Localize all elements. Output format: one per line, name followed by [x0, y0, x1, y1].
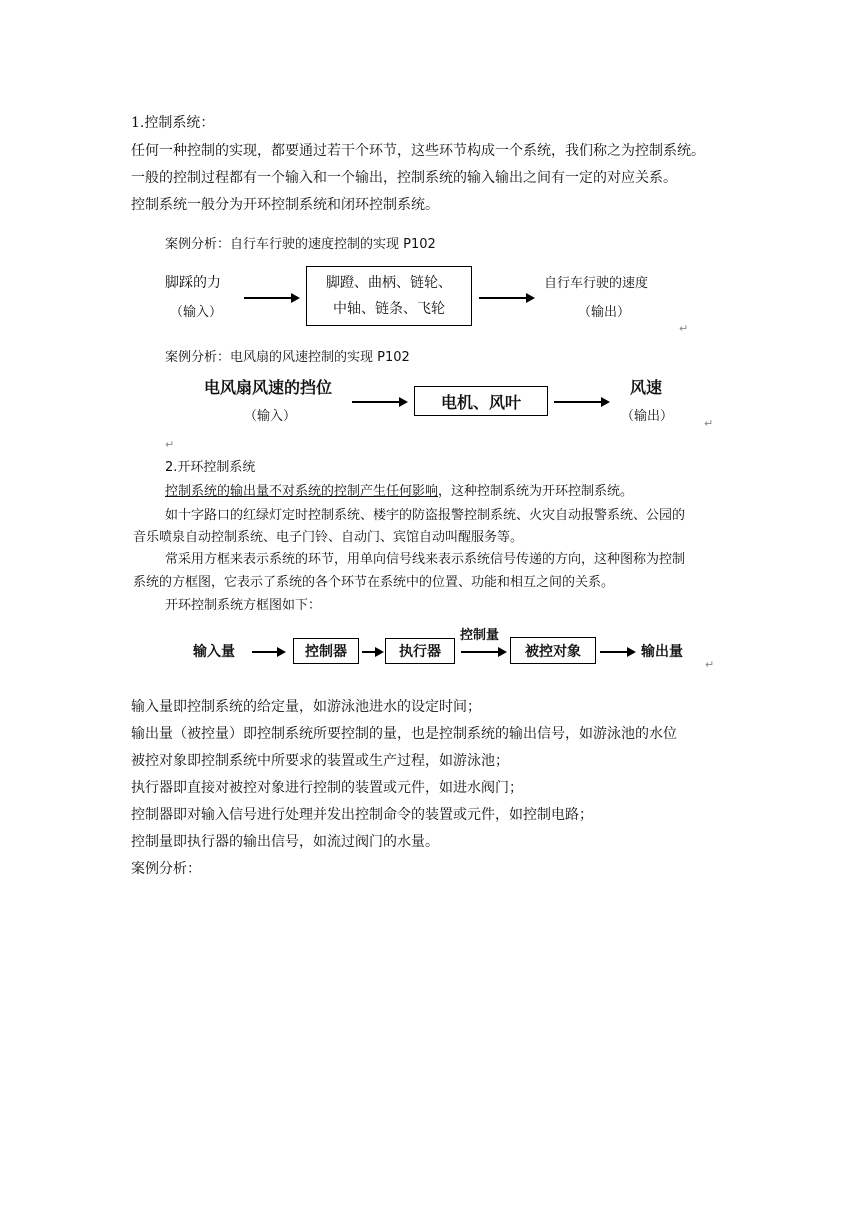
case-analysis-heading: 案例分析： [131, 861, 201, 877]
section2-para1-underlined: 控制系统的输出量不对系统的控制产生任何影响 [165, 484, 439, 499]
case1-arrow-2 [479, 297, 533, 299]
section2-heading: 2.开环控制系统 [165, 460, 256, 475]
bd-arrow-4 [600, 651, 634, 653]
case1-box-line1: 脚蹬、曲柄、链轮、 [326, 275, 452, 291]
case2-arrow-1 [352, 401, 406, 403]
definition-output: 输出量（被控量）即控制系统所要控制的量，也是控制系统的输出信号，如游泳池的水位 [131, 726, 677, 742]
bd-input-label: 输入量 [193, 644, 235, 660]
case1-arrow-1 [244, 297, 298, 299]
bd-controller-label: 控制器 [305, 644, 347, 660]
case1-box-line2: 中轴、链条、飞轮 [333, 301, 445, 317]
case1-input-note: （输入） [170, 305, 223, 320]
case2-title: 案例分析：电风扇的风速控制的实现 P102 [165, 350, 410, 365]
section2-diagram-intro: 开环控制系统方框图如下： [165, 598, 322, 613]
definition-input: 输入量即控制系统的给定量，如游泳池进水的设定时间； [131, 699, 481, 715]
section1-line-3: 控制系统一般分为开环控制系统和闭环控制系统。 [131, 197, 439, 213]
case2-process-box [414, 386, 548, 416]
section2-para3-line2: 系统的方框图，它表示了系统的各个环节在系统中的位置、功能和相互之间的关系。 [133, 575, 615, 590]
bd-actuator-label: 执行器 [399, 644, 441, 660]
case2-input-label: 电风扇风速的挡位 [204, 378, 333, 397]
case1-output-label: 自行车行驶的速度 [544, 276, 649, 291]
case1-process-box [306, 266, 472, 326]
case2-box-label: 电机、风叶 [440, 392, 521, 412]
section1-line-1: 任何一种控制的实现，都要通过若干个环节，这些环节构成一个系统，我们称之为控制系统。 [131, 143, 705, 159]
section2-para1 [165, 482, 633, 502]
paragraph-mark: ↵ [679, 322, 689, 335]
paragraph-mark: ↵ [165, 438, 175, 451]
bd-actuator-box [385, 638, 455, 664]
definition-controlled-object: 被控对象即控制系统中所要求的装置或生产过程，如游泳池； [131, 753, 509, 769]
case2-arrow-2 [554, 401, 608, 403]
definition-actuator: 执行器即直接对被控对象进行控制的装置或元件，如进水阀门； [131, 780, 523, 796]
case1-output-note: （输出） [578, 305, 631, 320]
section2-para1-rest: ，这种控制系统为开环控制系统。 [438, 484, 634, 499]
case2-input-note: （输入） [244, 409, 297, 424]
bd-arrow-3 [461, 651, 505, 653]
bd-controller-box [293, 638, 359, 664]
section2-para2-line1: 如十字路口的红绿灯定时控制系统、楼宇的防盗报警控制系统、火灾自动报警系统、公园的 [165, 508, 686, 523]
bd-arrow-1 [252, 651, 284, 653]
section2-para3-line1: 常采用方框来表示系统的环节，用单向信号线来表示系统信号传递的方向，这种图称为控制 [165, 552, 686, 567]
case1-input-label: 脚踩的力 [165, 275, 221, 291]
case2-output-label: 风速 [630, 378, 663, 397]
definition-controller: 控制器即对输入信号进行处理并发出控制命令的装置或元件，如控制电路； [131, 807, 593, 823]
paragraph-mark: ↵ [704, 417, 714, 430]
section2-para2-line2: 音乐喷泉自动控制系统、电子门铃、自动门、宾馆自动叫醒服务等。 [133, 530, 524, 545]
section1-line-2: 一般的控制过程都有一个输入和一个输出，控制系统的输入输出之间有一定的对应关系。 [131, 170, 677, 186]
definition-control-quantity: 控制量即执行器的输出信号，如流过阀门的水量。 [131, 834, 439, 850]
case1-title: 案例分析：自行车行驶的速度控制的实现 P102 [165, 237, 436, 252]
bd-output-label: 输出量 [641, 644, 683, 660]
bd-control-quantity-label: 控制量 [460, 628, 500, 643]
paragraph-mark: ↵ [705, 658, 715, 671]
section1-heading: 1.控制系统： [131, 115, 215, 131]
bd-controlled-object-box [510, 637, 596, 664]
bd-controlled-object-label: 被控对象 [525, 643, 581, 660]
bd-arrow-2 [362, 651, 382, 653]
case2-output-note: （输出） [621, 409, 674, 424]
